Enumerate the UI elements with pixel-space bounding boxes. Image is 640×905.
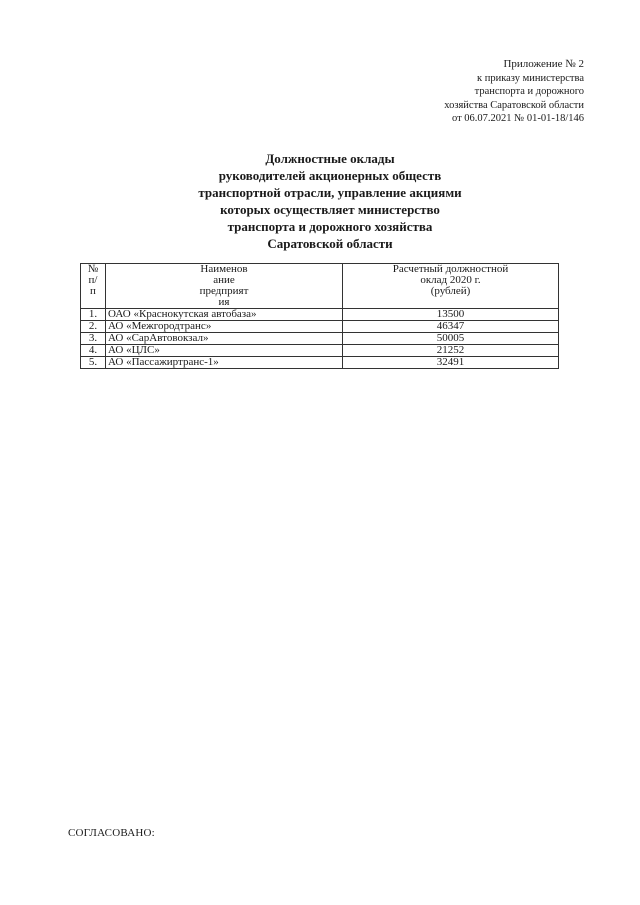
header-salary (343, 264, 559, 309)
agreed-label: СОГЛАСОВАНО: (68, 827, 155, 839)
row-enterprise: АО «СарАвтовокзал» (106, 333, 343, 345)
table-row (81, 345, 559, 357)
appendix-line: от 06.07.2021 № 01-01-18/146 (451, 113, 584, 124)
row-salary: 46347 (343, 321, 559, 333)
appendix-line: Приложение № 2 (503, 58, 584, 70)
row-salary: 21252 (343, 345, 559, 357)
title-line: Должностные оклады (265, 151, 395, 166)
row-enterprise: АО «Межгородтранс» (106, 321, 343, 333)
header-text: п/ (88, 274, 98, 286)
header-text: предприят (199, 285, 249, 297)
appendix-line: транспорта и дорожного (474, 86, 584, 97)
appendix-header (444, 58, 584, 126)
header-text: оклад 2020 г. (420, 274, 481, 286)
header-text: п (90, 285, 96, 297)
row-number: 1. (81, 309, 106, 321)
header-number (81, 264, 106, 309)
title-line: которых осуществляет министерство (220, 202, 440, 217)
row-salary: 50005 (343, 333, 559, 345)
document-title (110, 150, 550, 252)
appendix-line: к приказу министерства (476, 72, 584, 84)
title-line: руководителей акционерных обществ (218, 168, 442, 183)
title-line: транспортной отрасли, управление акциями (198, 185, 462, 200)
row-salary: 32491 (343, 357, 559, 369)
row-enterprise: АО «Пассажиртранс-1» (106, 357, 343, 369)
row-salary: 13500 (343, 309, 559, 321)
row-number: 2. (81, 321, 106, 333)
title-line: транспорта и дорожного хозяйства (227, 219, 433, 234)
salary-table (80, 263, 559, 369)
row-number: 3. (81, 333, 106, 345)
header-text: (рублей) (430, 285, 471, 297)
row-number: 4. (81, 345, 106, 357)
table-header-row (81, 264, 559, 309)
header-text: Расчетный должностной (392, 263, 509, 275)
header-text: Наименов (200, 263, 248, 275)
header-enterprise-name (106, 264, 343, 309)
header-text: ия (218, 296, 230, 308)
table-row (81, 357, 559, 369)
appendix-line: хозяйства Саратовской области (444, 99, 584, 111)
row-enterprise: ОАО «Краснокутская автобаза» (106, 309, 343, 321)
header-text: № (87, 263, 99, 275)
title-line: Саратовской области (267, 236, 393, 251)
row-number: 5. (81, 357, 106, 369)
row-enterprise: АО «ЦЛС» (106, 345, 343, 357)
header-text: ание (213, 274, 235, 286)
table-row (81, 333, 559, 345)
table-row (81, 309, 559, 321)
table-row (81, 321, 559, 333)
